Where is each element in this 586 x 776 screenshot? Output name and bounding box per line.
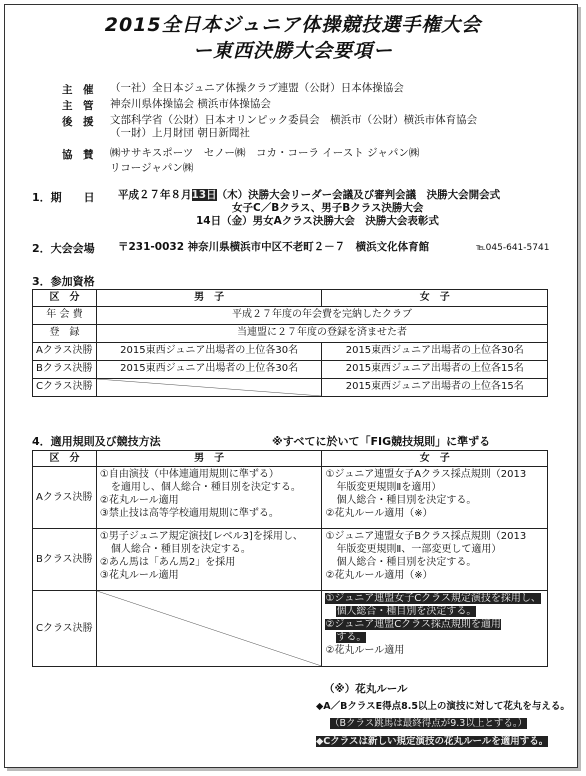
period-line-3: 14日（金）男女Aクラス決勝大会 決勝大会表彰式 [196,215,439,227]
eligibility-a-label: Aクラス決勝 [33,343,97,361]
eligibility-registration-text: 当連盟に２７年度の登録を済ませた者 [96,325,547,343]
rules-c-label: Cクラス決勝 [33,591,97,667]
rules-b-female [322,529,548,591]
period-line-1 [118,189,500,202]
rules-header-female: 女 子 [322,451,548,467]
rules-a-male-line: ②花丸ルール適用 [99,495,179,506]
eligibility-header-male: 男 子 [96,290,322,307]
eligibility-c-male-empty [96,379,322,397]
venue-tel: ℡045-641-5741 [476,243,550,253]
rules-a-male-line: ①自由演技（中体連適用規則に準ずる） [99,469,279,480]
page-subtitle: ー東西決勝大会要項ー [192,40,393,62]
rules-table [32,450,548,667]
venue-address: 〒231-0032 神奈川県横浜市中区不老町２－７ 横浜文化体育館 [118,241,430,253]
rules-b-male-line: ③花丸ルール適用 [99,570,179,581]
eligibility-a-male: 2015東西ジュニア出場者の上位各30名 [96,343,322,361]
organizer-label: 主 催 [62,84,94,96]
period-day-highlight: 13日 [191,189,217,201]
diagonal-line [97,591,322,666]
rules-c-female-line: する。 [336,632,367,643]
eligibility-table [32,289,548,397]
support-text: 文部科学省（公財）日本オリンピック委員会 横浜市（公財）横浜市体育協会 [110,114,478,126]
rules-b-female-line: ②花丸ルール適用（※） [325,570,433,581]
rules-a-male [96,467,322,529]
rules-b-female-line: 個人総合・種目別を決定する。 [336,557,477,568]
rules-a-female [322,467,548,529]
period-month: 平成２７年８月 [118,189,192,201]
rules-c-female-line: 個人総合・種目別を決定する。 [336,606,477,617]
eligibility-b-label: Bクラス決勝 [33,361,97,379]
eligibility-c-label: Cクラス決勝 [33,379,97,397]
rules-b-male-line: 個人総合・種目別を決定する。 [110,544,251,555]
rules-a-female-line: 年版変更規則Ⅱを適用） [336,482,442,493]
eligibility-header-female: 女 子 [322,290,548,307]
rules-a-female-line: 個人総合・種目別を決定する。 [336,495,477,506]
section4-title: 4．適用規則及び競技方法 [32,435,161,448]
period-label: 1．期 日 [32,191,95,204]
rules-c-female-line: ①ジュニア連盟女子Cクラス規定演技を採用し、 [325,593,541,604]
support-label: 後 援 [62,116,94,128]
eligibility-c-female: 2015東西ジュニア出場者の上位各15名 [322,379,548,397]
rules-b-female-line: ①ジュニア連盟女子Bクラス採点規則（2013 [325,531,527,542]
eligibility-fee-label: 年 会 費 [33,307,97,325]
eligibility-b-female: 2015東西ジュニア出場者の上位各15名 [322,361,548,379]
rules-b-female-line: 年版変更規則Ⅱ、一部変更して適用） [336,544,502,555]
manager-label: 主 管 [62,100,94,112]
hanamaru-title: （※）花丸ルール [324,683,408,695]
rules-b-male-line: ①男子ジュニア規定演技[レベル3]を採用し、 [99,531,303,542]
hanamaru-line-1: ◆A／BクラスE得点8.5以上の演技に対して花丸を与える。 [316,701,570,712]
sponsor-text-2: リコージャパン㈱ [110,162,194,174]
rules-c-female-line: ②花丸ルール適用 [325,645,405,656]
section3-title: 3．参加資格 [32,275,95,288]
rules-b-label: Bクラス決勝 [33,529,97,591]
eligibility-header-category: 区 分 [33,290,97,307]
hanamaru-line-3: ◆Cクラスは新しい規定演技の花丸ルールを適用する。 [316,736,549,747]
page-title: 2015全日本ジュニア体操競技選手権大会 [104,14,482,36]
rules-a-male-line: を適用し、個人総合・種目別を決定する。 [110,482,301,493]
period-line-2: 女子C／Bクラス、男子Bクラス決勝大会 [232,202,424,214]
organizer-text: （一社）全日本ジュニア体操クラブ連盟（公財）日本体操協会 [110,82,404,94]
support-text-2: （一財）上月財団 朝日新聞社 [110,127,250,139]
rules-a-female-line: ①ジュニア連盟女子Aクラス採点規則（2013 [325,469,527,480]
eligibility-b-male: 2015東西ジュニア出場者の上位各30名 [96,361,322,379]
diagonal-line [97,379,322,396]
rules-b-male-line: ②あん馬は「あん馬2」を採用 [99,557,236,568]
rules-header-male: 男 子 [96,451,322,467]
eligibility-a-female: 2015東西ジュニア出場者の上位各30名 [322,343,548,361]
section4-note: ※すべてに於いて「FIG競技規則」に準ずる [272,435,491,448]
venue-label: 2．大会会場 [32,242,95,255]
rules-c-male-empty [96,591,322,667]
manager-text: 神奈川県体操協会 横浜市体操協会 [110,98,271,110]
hanamaru-line-2: （Bクラス跳馬は最終得点が9.3以上とする。） [330,718,528,729]
sponsor-label: 協 賛 [62,149,94,161]
rules-header-category: 区 分 [33,451,97,467]
rules-a-male-line: ③禁止技は高等学校適用規則に準ずる。 [99,508,279,519]
rules-b-male [96,529,322,591]
rules-c-female [322,591,548,667]
period-day1-events: （木）決勝大会リーダー会議及び審判会議 決勝大会開会式 [216,189,501,201]
sponsor-text: ㈱ササキスポーツ セノー㈱ コカ・コーラ イースト ジャパン㈱ [110,147,420,159]
rules-c-female-line: ②ジュニア連盟Cクラス採点規則を適用 [325,619,501,630]
eligibility-fee-text: 平成２７年度の年会費を完納したクラブ [96,307,547,325]
rules-a-female-line: ②花丸ルール適用（※） [325,508,433,519]
rules-a-label: Aクラス決勝 [33,467,97,529]
eligibility-registration-label: 登 録 [33,325,97,343]
